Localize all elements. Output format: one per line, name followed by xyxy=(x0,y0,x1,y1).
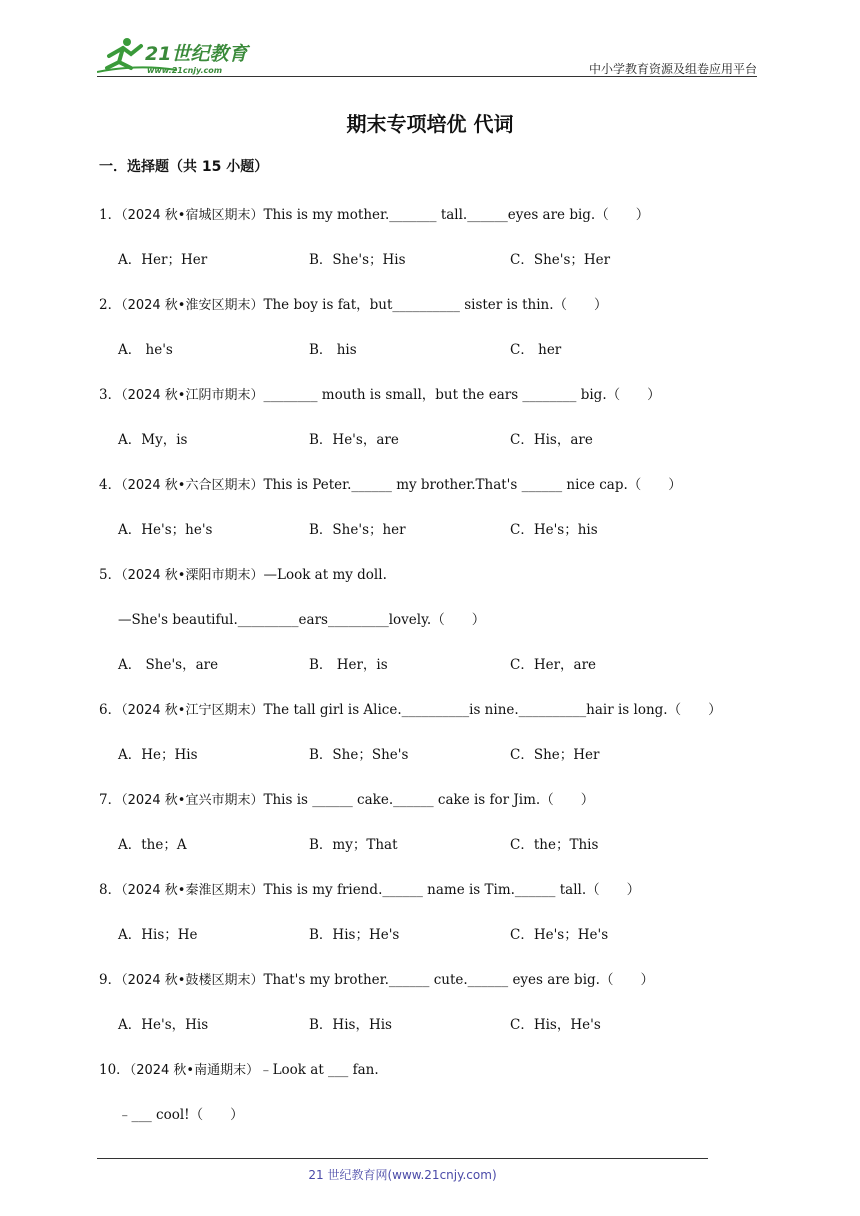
option-a: A． She's，are xyxy=(118,657,219,673)
option-b: B．His，His xyxy=(309,1017,392,1033)
page-title: 期末专项培优 代词 xyxy=(346,112,514,136)
option-c: C．She；Her xyxy=(510,747,600,763)
option-c: C．His，He's xyxy=(510,1017,601,1033)
footer-text[interactable]: 21 世纪教育网(www.21cnjy.com) xyxy=(308,1168,497,1182)
option-b: B．my；That xyxy=(309,837,398,853)
option-b: B．She；She's xyxy=(309,747,409,763)
question-10: 10．（2024 秋•南通期末）﹣Look at ___ fan. xyxy=(99,1062,379,1078)
option-c: C．the；This xyxy=(510,837,599,853)
option-a: A．He's，His xyxy=(118,1017,209,1033)
option-b: B．She's；her xyxy=(309,522,406,538)
option-c: C．Her，are xyxy=(510,657,597,673)
option-c: C． her xyxy=(510,342,562,358)
option-a: A．the；A xyxy=(118,837,187,853)
question-5: 5．（2024 秋•溧阳市期末）—Look at my doll. xyxy=(99,567,387,583)
option-b: B． Her，is xyxy=(309,657,388,673)
page-header xyxy=(97,30,757,80)
question-4: 4．（2024 秋•六合区期末）This is Peter.______ my brother.That's ______ nice cap.（ ） xyxy=(99,477,682,493)
option-b: B． his xyxy=(309,342,357,358)
option-c: C．She's；Her xyxy=(510,252,611,268)
footer-divider xyxy=(97,1158,708,1159)
svg-text:21世纪教育: 21世纪教育 xyxy=(145,43,248,65)
section-heading: 一．选择题（共 15 小题） xyxy=(99,159,269,175)
platform-name: 中小学教育资源及组卷应用平台 xyxy=(588,62,757,76)
option-a: A．He's；he's xyxy=(118,522,213,538)
option-a: A．He；His xyxy=(118,747,198,763)
question-7: 7．（2024 秋•宜兴市期末）This is ______ cake.______ cake is for Jim.（ ） xyxy=(99,792,595,808)
option-c: C．He's；He's xyxy=(510,927,609,943)
header-divider xyxy=(97,76,757,77)
question-8: 8．（2024 秋•秦淮区期末）This is my friend.______ name is Tim.______ tall.（ ） xyxy=(99,882,641,898)
option-a: A．My，is xyxy=(118,432,188,448)
question-2: 2．（2024 秋•淮安区期末）The boy is fat，but__________ sister is thin.（ ） xyxy=(99,297,608,313)
svg-text:www.21cnjy.com: www.21cnjy.com xyxy=(147,66,223,75)
question-3: 3．（2024 秋•江阴市期末）________ mouth is small，but the ears ________ big.（ ） xyxy=(99,387,661,403)
option-c: C．He's；his xyxy=(510,522,598,538)
option-c: C．His，are xyxy=(510,432,593,448)
question-10-continued: ﹣___ cool!（ ） xyxy=(118,1107,244,1123)
question-9: 9．（2024 秋•鼓楼区期末）That's my brother.______ cute.______ eyes are big.（ ） xyxy=(99,972,654,988)
option-b: B．She's；His xyxy=(309,252,406,268)
option-b: B．His；He's xyxy=(309,927,400,943)
question-6: 6．（2024 秋•江宁区期末）The tall girl is Alice.__________is nine.__________hair is long.（ ） xyxy=(99,702,722,718)
option-b: B．He's，are xyxy=(309,432,399,448)
option-a: A．His；He xyxy=(118,927,198,943)
question-1: 1．（2024 秋•宿城区期末）This is my mother._______ tall.______eyes are big.（ ） xyxy=(99,207,650,223)
option-a: A．Her；Her xyxy=(118,252,208,268)
question-5-continued: —She's beautiful._________ears_________lovely.（ ） xyxy=(118,612,486,628)
option-a: A． he's xyxy=(118,342,173,358)
21cnjy-logo-icon xyxy=(97,34,257,76)
